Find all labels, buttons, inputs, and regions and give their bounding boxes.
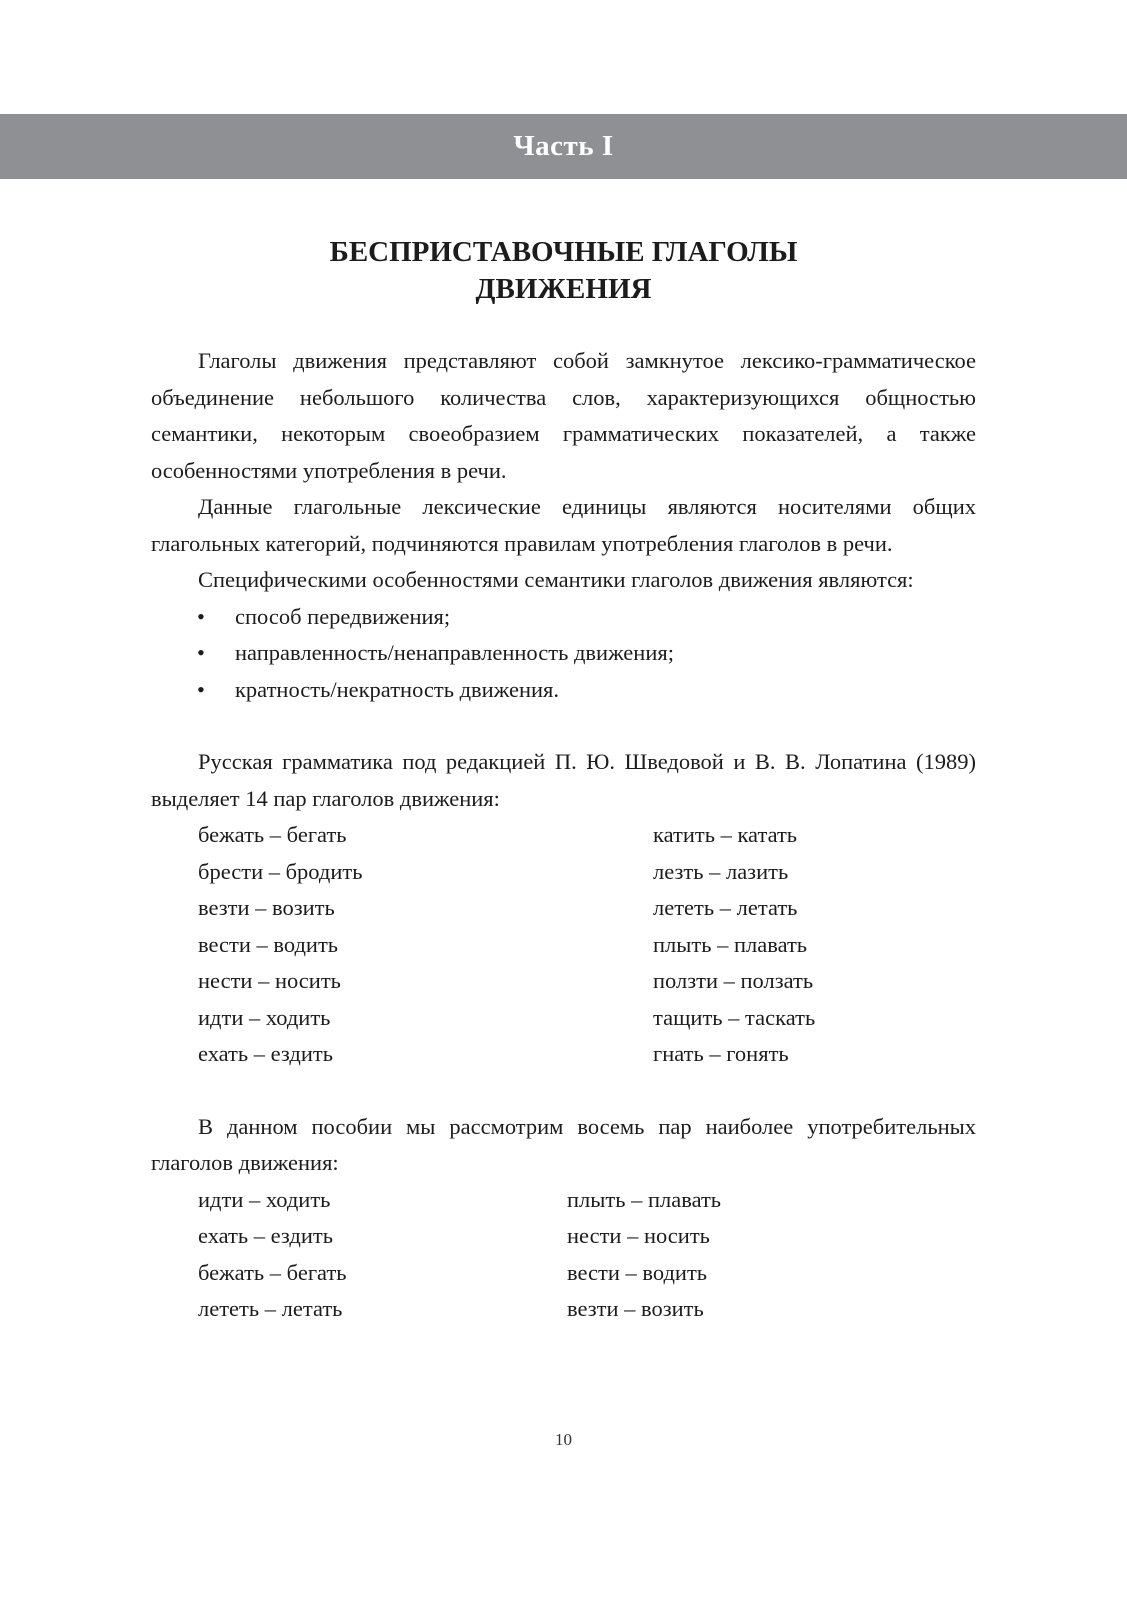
verb-pair: ехать – ездить — [198, 1041, 333, 1066]
verb-pairs-8-right-column — [567, 1182, 721, 1328]
verb-pairs-14-left-column — [198, 817, 653, 1073]
chapter-title-line-1: БЕСПРИСТАВОЧНЫЕ ГЛАГОЛЫ — [329, 236, 798, 268]
paragraph-features-intro: Специфическими особенностями семантики глаголов движения являются: — [198, 567, 914, 592]
list-item-text: направленность/ненаправленность движения; — [235, 640, 674, 665]
verb-pair: плыть – плавать — [567, 1186, 722, 1212]
section-spacer — [151, 1073, 976, 1109]
verb-pairs-14-table — [198, 817, 976, 1073]
verb-pair: идти – ходить — [198, 1186, 331, 1212]
paragraph-definition: Глаголы движения представляют собой замкнутое лексико-грамматическое объединение небольшого количества слов, характеризующихся общностью семантики, некоторым своеобразием грамматических показателей, а также особенностями употребления в речи. — [151, 348, 976, 483]
chapter-title — [0, 234, 1127, 308]
verb-pair: вести – водить — [198, 931, 339, 957]
bullet-icon: • — [197, 603, 205, 629]
paragraph-categories: Данные глагольные лексические единицы являются носителями общих глагольных категорий, подчиняются правилам употребления глаголов в речи. — [151, 494, 976, 556]
verb-pairs-14-right-column — [653, 817, 815, 1073]
verb-pair: нести – носить — [567, 1223, 710, 1248]
verb-pair: плыть – плавать — [653, 931, 808, 957]
list-item-text: способ передвижения; — [235, 603, 451, 629]
bullet-icon: • — [197, 640, 205, 665]
verb-pair: ехать – ездить — [198, 1223, 333, 1248]
part-header-band — [0, 114, 1127, 179]
verb-pair: катить – катать — [653, 822, 798, 847]
body-text — [151, 343, 976, 1328]
verb-pair: идти – ходить — [198, 1004, 331, 1030]
verb-pair: нести – носить — [198, 968, 341, 993]
verb-pair: брести – бродить — [198, 858, 363, 884]
verb-pair: везти – возить — [567, 1296, 704, 1321]
verb-pair: лететь – летать — [653, 895, 798, 920]
verb-pair: ползти – ползать — [653, 968, 814, 993]
features-list — [151, 599, 976, 709]
verb-pair: бежать – бегать — [198, 822, 347, 847]
list-item — [151, 635, 976, 672]
part-label: Часть I — [513, 130, 614, 162]
paragraph-grammar-intro: Русская грамматика под редакцией П. Ю. Шведовой и В. В. Лопатина (1989) выделяет 14 пар глаголов движения: — [151, 749, 976, 811]
chapter-title-line-2: ДВИЖЕНИЯ — [475, 273, 652, 305]
paragraph-manual-intro: В данном пособии мы рассмотрим восемь пар наиболее употребительных глаголов движения: — [151, 1113, 976, 1175]
verb-pair: вести – водить — [567, 1259, 708, 1285]
page-number: 10 — [555, 1430, 572, 1449]
verb-pair: лезть – лазить — [653, 858, 789, 884]
verb-pair: тащить – таскать — [653, 1004, 816, 1030]
verb-pair: гнать – гонять — [653, 1041, 789, 1066]
bullet-icon: • — [197, 676, 205, 702]
section-spacer — [151, 708, 976, 744]
verb-pair: бежать – бегать — [198, 1259, 347, 1285]
verb-pair: везти – возить — [198, 895, 335, 920]
list-item-text: кратность/некратность движения. — [235, 676, 560, 702]
verb-pairs-8-left-column — [198, 1182, 567, 1328]
verb-pairs-8-table — [198, 1182, 976, 1328]
verb-pair: лететь – летать — [198, 1296, 343, 1321]
list-item — [151, 672, 976, 709]
list-item — [151, 599, 976, 636]
